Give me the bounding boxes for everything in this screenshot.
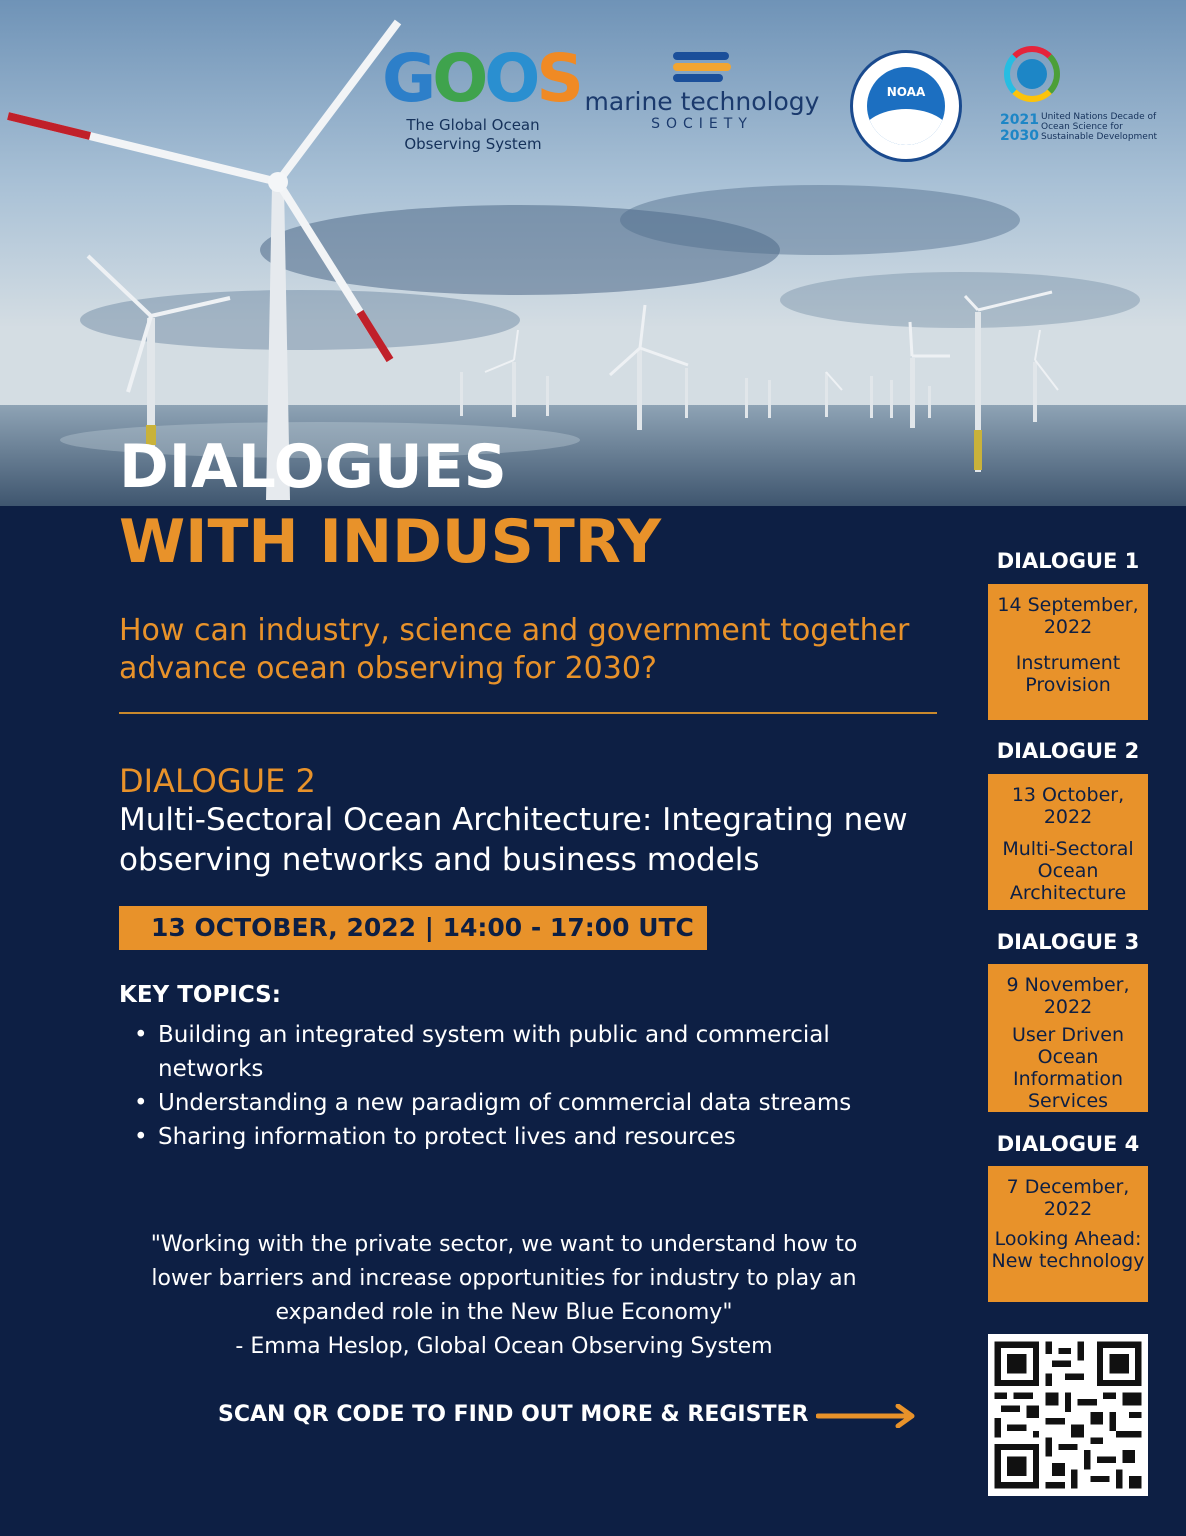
- date-time-bar: 13 OCTOBER, 2022 | 14:00 - 17:00 UTC: [119, 906, 707, 950]
- title-line1: DIALOGUES: [119, 432, 507, 502]
- main-question: How can industry, science and government together advance ocean observing for 2030?: [119, 613, 910, 686]
- mts-name: marine technology: [584, 87, 820, 116]
- card-date: 9 November, 2022: [1006, 974, 1130, 1018]
- list-item: • Sharing information to protect lives and resources: [130, 1120, 890, 1154]
- noaa-logo: [850, 50, 962, 162]
- card-date: 14 September, 2022: [997, 594, 1139, 638]
- un-decade-caption: United Nations Decade of Ocean Science for Sustainable Development: [1041, 112, 1158, 142]
- divider: [119, 712, 937, 714]
- card-date: 13 October, 2022: [1011, 784, 1125, 828]
- sidebar-heading-3: DIALOGUE 3: [996, 930, 1140, 954]
- qr-code[interactable]: [988, 1334, 1148, 1496]
- card-topic: Instrument Provision: [1015, 652, 1121, 696]
- quote-attribution: - Emma Heslop, Global Ocean Observing System: [235, 1334, 773, 1359]
- sidebar-card-4: [988, 1166, 1148, 1302]
- list-item: • Understanding a new paradigm of commercial data streams: [130, 1086, 890, 1120]
- wave-swirl-icon: [1017, 59, 1047, 89]
- quote-text: "Working with the private sector, we want to understand how to lower barriers and increase opportunities for industry to play an expanded role in the New Blue Economy": [150, 1232, 858, 1325]
- key-topics-heading: KEY TOPICS:: [119, 982, 281, 1008]
- sidebar-card-2: [988, 774, 1148, 910]
- sidebar-card-1: [988, 584, 1148, 720]
- hero-photo: [0, 0, 1186, 506]
- list-item: • Building an integrated system with public and commercial networks: [130, 1018, 890, 1086]
- arrow-right-icon: [816, 1404, 918, 1428]
- decade-years: 2021 2030: [1000, 112, 1039, 144]
- dialogue-label: DIALOGUE 2: [119, 762, 316, 800]
- goos-caption: The Global Ocean Observing System: [404, 116, 542, 153]
- mts-society: SOCIETY: [651, 116, 753, 132]
- qr-code-icon: [988, 1334, 1148, 1496]
- card-date: 7 December, 2022: [1006, 1176, 1130, 1220]
- quote-block: [119, 1228, 889, 1364]
- un-ocean-decade-logo: [998, 46, 1168, 156]
- wave-icon: [673, 52, 731, 84]
- dialogue-title: Multi-Sectoral Ocean Architecture: Integrating new observing networks and business models: [119, 802, 908, 878]
- key-topics-list: [130, 1018, 890, 1154]
- goos-mark: GOOS: [382, 40, 580, 117]
- sidebar-card-3: [988, 964, 1148, 1112]
- sidebar-heading-2: DIALOGUE 2: [996, 739, 1140, 763]
- mts-logo: [582, 52, 822, 132]
- card-topic: Multi-Sectoral Ocean Architecture: [1002, 838, 1134, 904]
- card-topic: Looking Ahead: New technology: [991, 1228, 1145, 1272]
- register-cta: SCAN QR CODE TO FIND OUT MORE & REGISTER: [218, 1402, 809, 1427]
- sidebar-heading-1: DIALOGUE 1: [996, 549, 1140, 573]
- sidebar-heading-4: DIALOGUE 4: [996, 1132, 1140, 1156]
- title-line2: WITH INDUSTRY: [119, 507, 662, 577]
- goos-logo: [382, 40, 580, 154]
- noaa-mark: NOAA: [886, 85, 926, 99]
- card-topic: User Driven Ocean Information Services: [1011, 1024, 1125, 1112]
- seabird-icon: [867, 109, 945, 145]
